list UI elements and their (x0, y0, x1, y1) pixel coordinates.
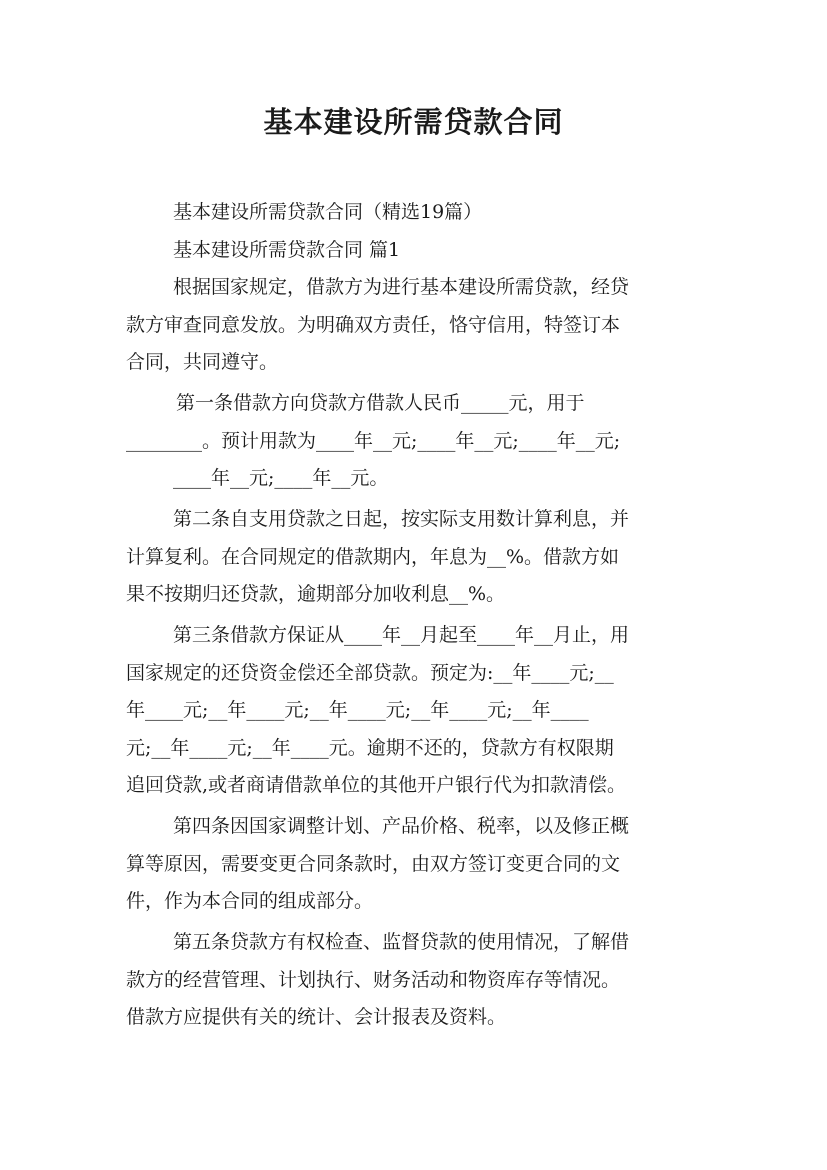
document-title: 基本建设所需贷款合同 (263, 105, 564, 139)
paragraph-line: 年____元;__年____元;__年____元;__年____元;__年____ (126, 699, 589, 721)
paragraph-line: 第五条贷款方有权检查、监督贷款的使用情况，了解借 (173, 931, 630, 953)
section-heading: 基本建设所需贷款合同 篇1 (173, 238, 401, 261)
paragraph-line: ________。预计用款为____年__元;____年__元;____年__元; (126, 429, 621, 452)
paragraph-line: 果不按期归还贷款，逾期部分加收利息__%。 (126, 583, 506, 605)
paragraph-line: 第四条因国家调整计划、产品价格、税率，以及修正概 (173, 815, 630, 837)
subtitle-line: 基本建设所需贷款合同（精选19篇） (173, 201, 483, 223)
paragraph-line: 款方的经营管理、计划执行、财务活动和物资库存等情况。 (126, 968, 621, 991)
paragraph-line: 借款方应提供有关的统计、会计报表及资料。 (126, 1006, 507, 1028)
paragraph-line: 算等原因，需要变更合同条款时，由双方签订变更合同的文 (126, 852, 621, 875)
paragraph-line: 款方审查同意发放。为明确双方责任，恪守信用，特签订本 (126, 313, 621, 336)
paragraph-line: 元;__年____元;__年____元。逾期不还的，贷款方有权限期 (126, 736, 614, 759)
document-body (126, 194, 704, 1037)
paragraph-line: ____年__元;____年__元。 (173, 467, 389, 489)
paragraph-line: 第二条自支用贷款之日起，按实际支用数计算利息，并 (173, 508, 630, 530)
paragraph-line: 第三条借款方保证从____年__月起至____年__月止，用 (173, 624, 630, 646)
paragraph-line: 国家规定的还贷资金偿还全部贷款。预定为:__年____元;__ (126, 661, 614, 684)
paragraph-line: 第一条借款方向贷款方借款人民币_____元，用于 (176, 392, 585, 414)
paragraph-line: 根据国家规定，借款方为进行基本建设所需贷款，经贷 (173, 276, 630, 298)
paragraph-line: 计算复利。在合同规定的借款期内，年息为__%。借款方如 (126, 545, 620, 568)
paragraph-line: 合同，共同遵守。 (126, 351, 279, 373)
paragraph-line: 追回贷款,或者商请借款单位的其他开户银行代为扣款清偿。 (126, 774, 627, 796)
paragraph-line: 件，作为本合同的组成部分。 (126, 890, 374, 912)
